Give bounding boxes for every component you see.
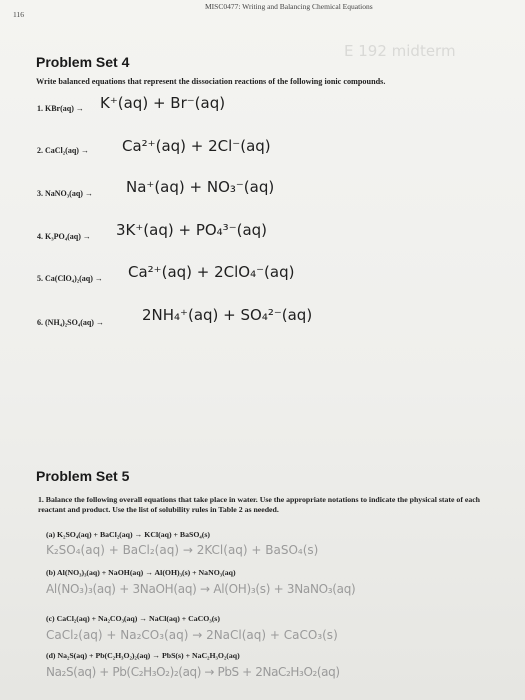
problem-set-4-title: Problem Set 4 bbox=[36, 54, 130, 70]
ps5-answer-d: Na₂S(aq) + Pb(C₂H₃O₂)₂(aq) → PbS + 2NaC₂H₃O₂(aq) bbox=[46, 665, 340, 679]
ps4-answer-3: Na⁺(aq) + NO₃⁻(aq) bbox=[126, 178, 275, 196]
ps4-question-1: 1. KBr(aq) → bbox=[37, 104, 84, 113]
ps4-answer-5: Ca²⁺(aq) + 2ClO₄⁻(aq) bbox=[128, 263, 295, 281]
page-header-title: MISC0477: Writing and Balancing Chemical Equations bbox=[205, 2, 373, 11]
ps5-question-b: (b) Al(NO₃)₃(aq) + NaOH(aq) → Al(OH)₃(s) + NaNO₃(aq) bbox=[46, 568, 236, 577]
ps5-question-a: (a) K₂SO₄(aq) + BaCl₂(aq) → KCl(aq) + BaSO₄(s) bbox=[46, 530, 211, 539]
page-number: 116 bbox=[13, 10, 24, 19]
ps5-answer-b: Al(NO₃)₃(aq) + 3NaOH(aq) → Al(OH)₃(s) + 3NaNO₃(aq) bbox=[46, 582, 356, 596]
problem-set-4-instruction: Write balanced equations that represent the dissociation reactions of the following ionic compounds. bbox=[36, 77, 386, 86]
ps4-answer-6: 2NH₄⁺(aq) + SO₄²⁻(aq) bbox=[142, 306, 313, 324]
ps4-question-3: 3. NaNO₃(aq) → bbox=[37, 189, 93, 198]
ps5-answer-a: K₂SO₄(aq) + BaCl₂(aq) → 2KCl(aq) + BaSO₄(s) bbox=[46, 543, 319, 557]
ps4-answer-2: Ca²⁺(aq) + 2Cl⁻(aq) bbox=[122, 137, 271, 155]
ps4-question-2: 2. CaCl₂(aq) → bbox=[37, 146, 89, 155]
ps5-question-d: (d) Na₂S(aq) + Pb(C₂H₃O₂)₂(aq) → PbS(s) + NaC₂H₃O₂(aq) bbox=[46, 651, 240, 660]
problem-set-5-instruction: 1. Balance the following overall equations that take place in water. Use the appropriate notations to indicate the physical state of each reactant and product. Use the list of solubility rules in Table 2 as needed. bbox=[38, 495, 481, 514]
ps4-answer-1: K⁺(aq) + Br⁻(aq) bbox=[100, 94, 226, 112]
problem-set-5-title: Problem Set 5 bbox=[36, 468, 130, 484]
ps4-question-4: 4. K₃PO₄(aq) → bbox=[37, 232, 91, 241]
ps4-question-6: 6. (NH₄)₂SO₄(aq) → bbox=[37, 318, 104, 327]
ps5-answer-c: CaCl₂(aq) + Na₂CO₃(aq) → 2NaCl(aq) + CaCO₃(s) bbox=[46, 628, 338, 642]
ps4-question-5: 5. Ca(ClO₄)₂(aq) → bbox=[37, 274, 103, 283]
ps4-answer-4: 3K⁺(aq) + PO₄³⁻(aq) bbox=[116, 221, 268, 239]
show-through-text: E 192 midterm bbox=[344, 42, 456, 60]
ps5-question-c: (c) CaCl₂(aq) + Na₂CO₃(aq) → NaCl(aq) + CaCO₃(s) bbox=[46, 614, 220, 623]
